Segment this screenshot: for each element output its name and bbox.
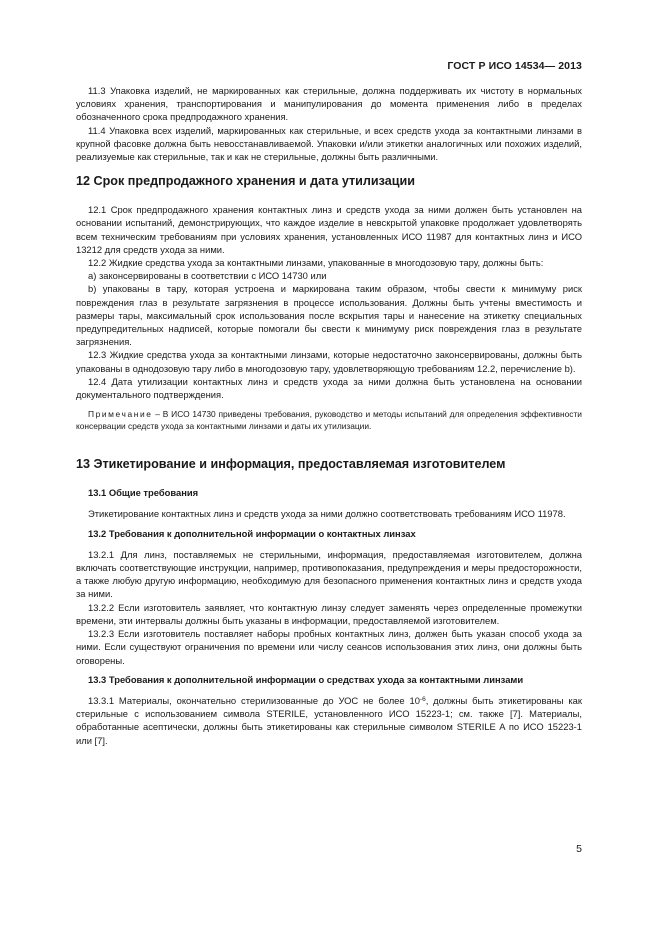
paragraph-11-3: 11.3 Упаковка изделий, не маркированных как стерильные, должна поддерживать их чистоту в нормальных условиях хранения, транспортирования и манипулирования до момента применения либо в пределах обозначенного срока предпродажного хранения. [76, 85, 582, 123]
page-content [76, 84, 582, 747]
page-number: 5 [576, 843, 582, 855]
paragraph-13-3-1 [76, 694, 582, 747]
paragraph-12-2-a: а) законсервированы в соответствии с ИСО 14730 или [88, 270, 327, 282]
section-13-2-title: 13.2 Требования к дополнительной информации о контактных линзах [88, 527, 416, 539]
paragraph-13-2-2: 13.2.2 Если изготовитель заявляет, что контактную линзу следует заменять через определенные промежутки времени, эти интервалы должны быть указаны в информации, предоставляемой изготовителем. [76, 601, 582, 626]
section-12-title: 12 Срок предпродажного хранения и дата утилизации [76, 174, 415, 189]
paragraph-12-3: 12.3 Жидкие средства ухода за контактными линзами, которые недостаточно законсервированы, должны быть упакованы в однодозовую тару либо в многодозовую тару, удовлетворяющую требованиям 12.2, перечисление b). [76, 349, 582, 374]
section-13-3-title: 13.3 Требования к дополнительной информации о средствах ухода за контактными линзами [88, 673, 524, 685]
note-label: Примечание [88, 409, 153, 420]
paragraph-13-3-1-start: 13.3.1 Материалы, окончательно стерилизованные до УОС не более 10 [88, 694, 420, 706]
paragraph-12-2: 12.2 Жидкие средства ухода за контактными линзами, упакованные в многодозовую тару, должны быть: [88, 257, 544, 269]
section-13-title: 13 Этикетирование и информация, предоставляемая изготовителем [76, 457, 506, 472]
paragraph-13-2-3: 13.2.3 Если изготовитель поставляет наборы пробных контактных линз, должен быть указан способ ухода за ними. Если существуют ограничения по времени или числу сеансов использования этих линз, они должны быть оговорены. [76, 628, 582, 666]
paragraph-13-1: Этикетирование контактных линз и средств ухода за ними должно соответствовать требованиям ИСО 11978. [88, 508, 566, 520]
paragraph-11-4: 11.4 Упаковка всех изделий, маркированных как стерильные, и всех средств ухода за контактными линзами в крупной фасовке должна быть невосстанавливаемой. Упаковки и/или этикетки аналогичных или похожих изделий, реализуемые как стерильные, так и как не стерильные, должны быть различными. [76, 124, 582, 163]
exponent: -6 [419, 695, 426, 703]
paragraph-12-1: 12.1 Срок предпродажного хранения контактных линз и средств ухода за ними должен быть установлен на основании испытаний, демонстрирующих, что каждое изделие в невскрытой упаковке продолжает удовлетворять всем техническим требованиям при условиях хранения, установленных ИСО 11987 для контактных линз и ИСО 13212 для средств ухода за ними. [76, 204, 582, 255]
paragraph-12-2-b: b) упакованы в тару, которая устроена и маркирована таким образом, чтобы свести к минимуму риск повреждения глаз в результате загрязнения в процессе использования. Должны быть учтены вместимость и размеры тары, максимальный срок использования после вскрытия тары и нанесение на этикетку специальных предупредительных надписей, которые помогали бы свести к минимуму риск повреждения глаз в результате загрязнения. [76, 283, 582, 348]
paragraph-12-4: 12.4 Дата утилизации контактных линз и средств ухода за ними должна быть установлена на основании документального подтверждения. [76, 375, 582, 401]
note [76, 408, 582, 432]
standard-header: ГОСТ Р ИСО 14534— 2013 [447, 60, 582, 72]
paragraph-13-3-1-end: , должны быть этикетированы как стерильные с использованием символа STERILE, установленного ИСО 15223-1; см. также [7]. Материалы, обработанные асептически, должны быть этикетированы как стерильные символом STERILE A по ИСО 15223-1 или [7]. [76, 694, 582, 746]
note-text: – В ИСО 14730 приведены требования, руководство и методы испытаний для определения эффективности консервации средств ухода за контактными линзами и даты их утилизации. [76, 409, 582, 432]
paragraph-13-2-1: 13.2.1 Для линз, поставляемых не стерильными, информация, предоставляемая изготовителем, должна включать соответствующие инструкции, например, противопоказания, предупреждения и меры предосторожности, а также любую другую информацию, необходимую для безопасного применения контактных линз и средств ухода за ними. [76, 548, 582, 600]
section-13-1-title: 13.1 Общие требования [88, 487, 199, 499]
